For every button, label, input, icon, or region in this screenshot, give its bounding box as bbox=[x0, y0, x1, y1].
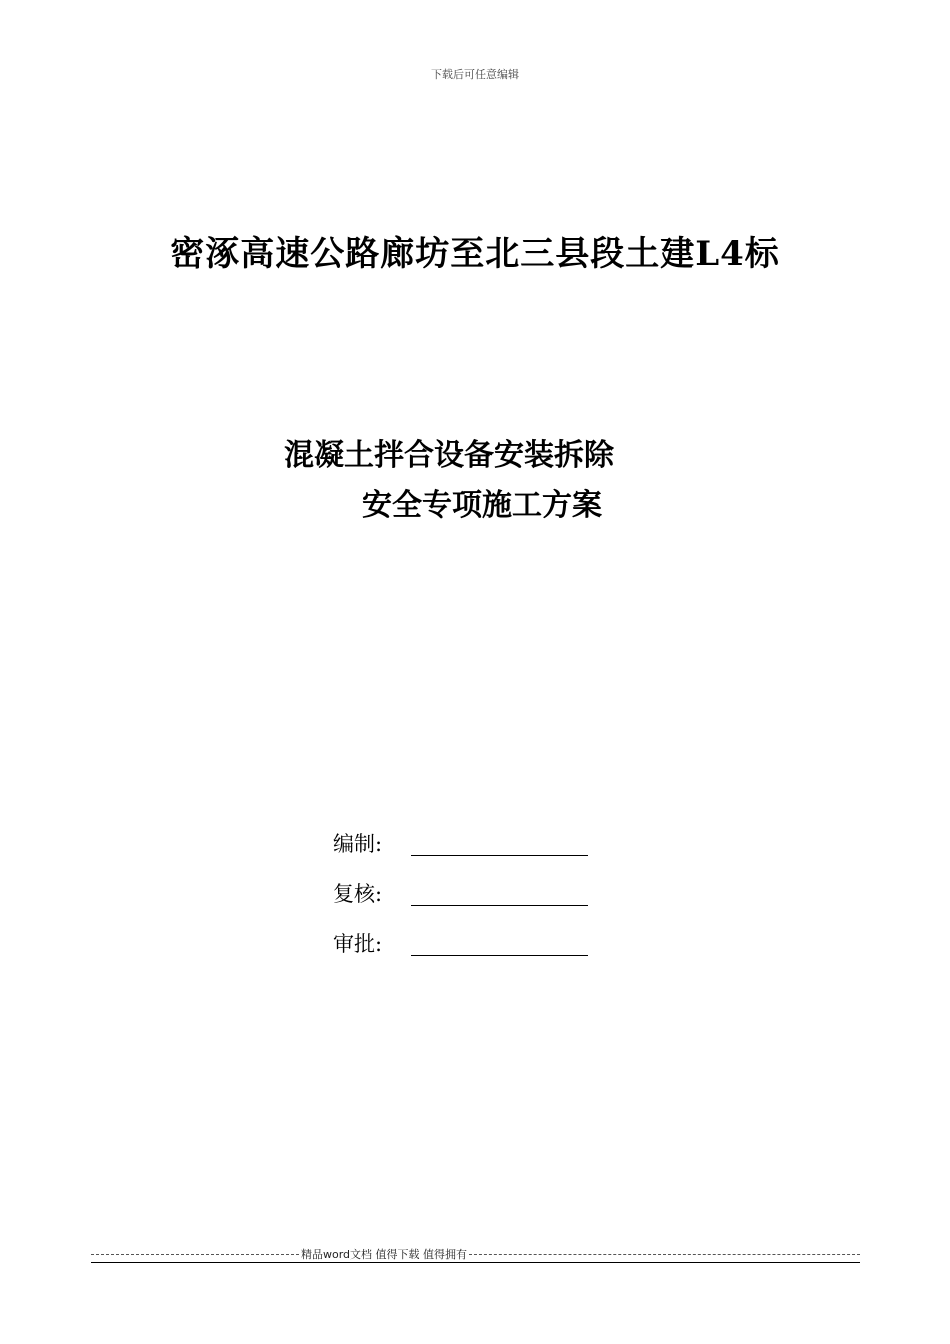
document-title-line-2: 安全专项施工方案 bbox=[362, 488, 602, 523]
signature-label: 复核: bbox=[333, 882, 383, 906]
document-title-line-1: 混凝土拌合设备安装拆除 bbox=[284, 438, 614, 473]
signature-row-compiled bbox=[333, 832, 588, 858]
signature-label: 审批: bbox=[333, 932, 383, 956]
signature-line bbox=[411, 955, 588, 956]
signature-line bbox=[411, 855, 588, 856]
footer-dash-right bbox=[469, 1254, 860, 1255]
signature-block bbox=[333, 832, 588, 982]
header-note: 下载后可任意编辑 bbox=[431, 68, 519, 81]
signature-label: 编制: bbox=[333, 832, 383, 856]
signature-row-reviewed bbox=[333, 882, 588, 908]
signature-line bbox=[411, 905, 588, 906]
footer-rule bbox=[91, 1262, 860, 1263]
footer bbox=[91, 1246, 860, 1262]
footer-text: 精品word文档 值得下载 值得拥有 bbox=[301, 1248, 468, 1261]
signature-row-approved bbox=[333, 932, 588, 958]
project-title: 密涿高速公路廊坊至北三县段土建L4标 bbox=[170, 234, 780, 274]
footer-dash-left bbox=[91, 1254, 299, 1255]
